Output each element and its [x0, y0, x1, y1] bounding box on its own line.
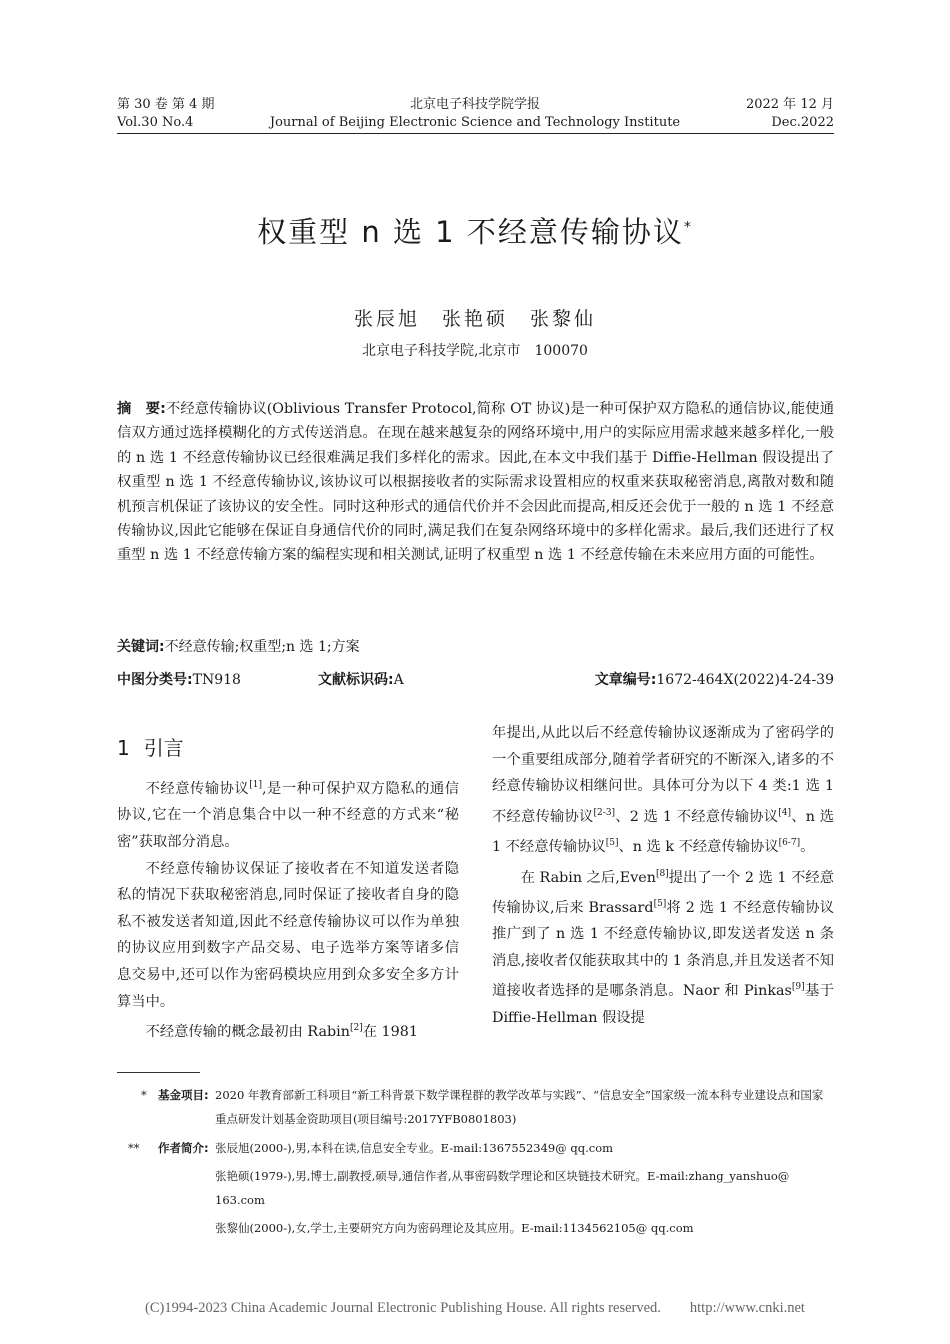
header-issue-cn: 第 30 卷 第 4 期	[117, 97, 215, 112]
author-label: 作者简介:	[158, 1141, 209, 1155]
author-bio: 张艳硕(1979-),男,博士,副教授,硕导,通信作者,从事密码数学理论和区块链技术研究。E-mail:zhang_yanshuo@ 163.com	[215, 1169, 790, 1207]
text-run: 。	[800, 838, 815, 855]
fund-label: 基金项目:	[158, 1088, 209, 1102]
text-run: 提出了一个 2 选 1 不经意传输协议,后来 Brassard	[492, 869, 834, 916]
fund-footnote-mark: *	[141, 1088, 147, 1102]
paper-title-text: 权重型 n 选 1 不经意传输协议	[257, 215, 684, 249]
text-run: 基于 Diffie-Hellman 假设提	[492, 983, 834, 1026]
abstract-text: 不经意传输协议(Oblivious Transfer Protocol,简称 OT 协议)是一种可保护双方隐私的通信协议,能使通信双方通过选择模糊化的方式传送消息。在现在越来越复杂的网络环境中,用户的实际应用需求越来越多样化,一般的 n 选 1 不经意传输协议已经很难满足我们多样化的需求。因此,在本文中我们基于 Diffie-Hellman 假设提出了权重型 n 选 1 不经意传输协议,该协议可以根据接收者的实际需求设置相应的权重来获取秘密消息,离散对数和随机预言机保证了该协议的安全性。同时这种形式的通信代价并不会因此而提高,相反还会优于一般的 n 选 1 不经意传输协议,因此它能够在保证自身通信代价的同时,满足我们在复杂网络环境中的多样化需求。最后,我们还进行了权重型 n 选 1 不经意传输方案的编程实现和相关测试,证明了权重型 n 选 1 不经意传输在未来应用方面的可能性。	[117, 401, 834, 564]
text-run: 、2 选 1 不经意传输协议	[615, 808, 779, 825]
doc-code-label: 文献标识码:	[318, 672, 394, 688]
header-journal-en: Journal of Beijing Electronic Science and Technology Institute	[269, 115, 681, 130]
clc-label: 中图分类号:	[117, 672, 193, 688]
citation: [1]	[249, 780, 262, 790]
keywords-label: 关键词:	[117, 639, 165, 655]
header-journal-cn: 北京电子科技学院学报	[409, 97, 540, 112]
title-footnote-mark: *	[683, 219, 693, 236]
article-number	[595, 669, 834, 689]
author-list: 张辰旭 张艳硕 张黎仙	[353, 308, 596, 330]
paragraph	[492, 720, 834, 861]
affiliation: 北京电子科技学院,北京市 100070	[362, 343, 588, 359]
text-run: 、n 选 1 不经意传输协议	[492, 808, 835, 855]
clc-number	[117, 669, 241, 689]
text-run: 不经意传输的概念最初由 Rabin	[145, 1023, 350, 1040]
paragraph	[492, 861, 834, 1032]
fund-footnote-text: 2020 年教育部新工科项目“新工科背景下数学课程群的教学改革与实践”、“信息安全”国家级一流本科专业建设点和国家重点研发计划基金资助项目(项目编号:2017YFB0801803)	[215, 1088, 824, 1126]
body-right-column	[492, 720, 834, 1031]
keywords-text: 不经意传输;权重型;n 选 1;方案	[164, 639, 360, 655]
section-number: 1	[117, 736, 130, 760]
text-run: 将 2 选 1 不经意传输协议推广到了 n 选 1 不经意传输协议,即发送者发送 n 条消息,接收者仅能获取其中的 1 条消息,并且发送者不知道接收者选择的是哪条消息。Naor 和 Pinkas	[492, 899, 835, 1000]
citation: [4]	[778, 807, 792, 818]
author-footnote-list	[215, 1136, 834, 1240]
citation: [5]	[605, 838, 619, 849]
text-run: 在 Rabin 之后,Even	[520, 869, 656, 886]
header-date-cn: 2022 年 12 月	[745, 97, 834, 112]
footnote-divider	[117, 1072, 200, 1073]
header-issue-en: Vol.30 No.4	[117, 115, 194, 130]
copyright-footer: (C)1994-2023 China Academic Journal Electronic Publishing House. All rights reserved. http://www.cnki.net	[145, 1300, 805, 1316]
citation: [9]	[791, 982, 805, 993]
header-date-en: Dec.2022	[771, 115, 834, 130]
text-run: ,是一种可保护双方隐私的通信协议,它在一个消息集合中以一种不经意的方式来“秘密”获取部分消息。	[117, 780, 459, 850]
text-run: 年提出,从此以后不经意传输协议逐渐成为了密码学的一个重要组成部分,随着学者研究的不断深入,诸多的不经意传输协议相继问世。具体可分为以下 4 类:1 选 1 不经意传输协议	[492, 725, 834, 825]
section-heading	[117, 732, 184, 761]
citation: [2-3]	[593, 807, 616, 818]
paragraph: 不经意传输协议保证了接收者在不知道发送者隐私的情况下获取秘密消息,同时保证了接收者自身的隐私不被发送者知道,因此不经意传输协议可以作为单独的协议应用到数字产品交易、电子选举方案等诸多信息交易中,还可以作为密码模块应用到众多安全多方计算当中。	[117, 860, 459, 1010]
abstract	[117, 397, 834, 568]
citation: [6-7]	[778, 838, 801, 849]
author-footnote-mark: **	[128, 1141, 140, 1155]
paper-title	[0, 210, 950, 251]
article-number-value: 1672-464X(2022)4-24-39	[656, 672, 834, 688]
section-title: 引言	[143, 736, 184, 760]
citation: [5]	[653, 898, 667, 909]
author-bio: 张黎仙(2000-),女,学士,主要研究方向为密码理论及其应用。E-mail:1134562105@ qq.com	[215, 1221, 694, 1235]
document-code	[318, 669, 404, 689]
author-footnote-label	[158, 1136, 209, 1160]
text-run: 在 1981	[362, 1023, 418, 1040]
text-run: 、n 选 k 不经意传输协议	[618, 838, 779, 855]
header-divider	[117, 133, 834, 134]
author-bio: 张辰旭(2000-),男,本科在读,信息安全专业。E-mail:1367552349@ qq.com	[215, 1141, 614, 1155]
article-number-label: 文章编号:	[594, 672, 657, 688]
body-left-column	[117, 772, 459, 1045]
paragraph	[117, 1015, 459, 1045]
citation: [8]	[655, 868, 669, 879]
text-run: 不经意传输协议	[145, 780, 250, 797]
doc-code-value: A	[393, 672, 404, 688]
fund-footnote-label	[158, 1083, 209, 1107]
citation: [2]	[349, 1023, 363, 1034]
keywords	[117, 636, 360, 656]
clc-value: TN918	[192, 672, 241, 688]
paragraph	[117, 772, 459, 856]
header-date	[746, 96, 834, 132]
abstract-label: 摘 要:	[117, 401, 166, 417]
